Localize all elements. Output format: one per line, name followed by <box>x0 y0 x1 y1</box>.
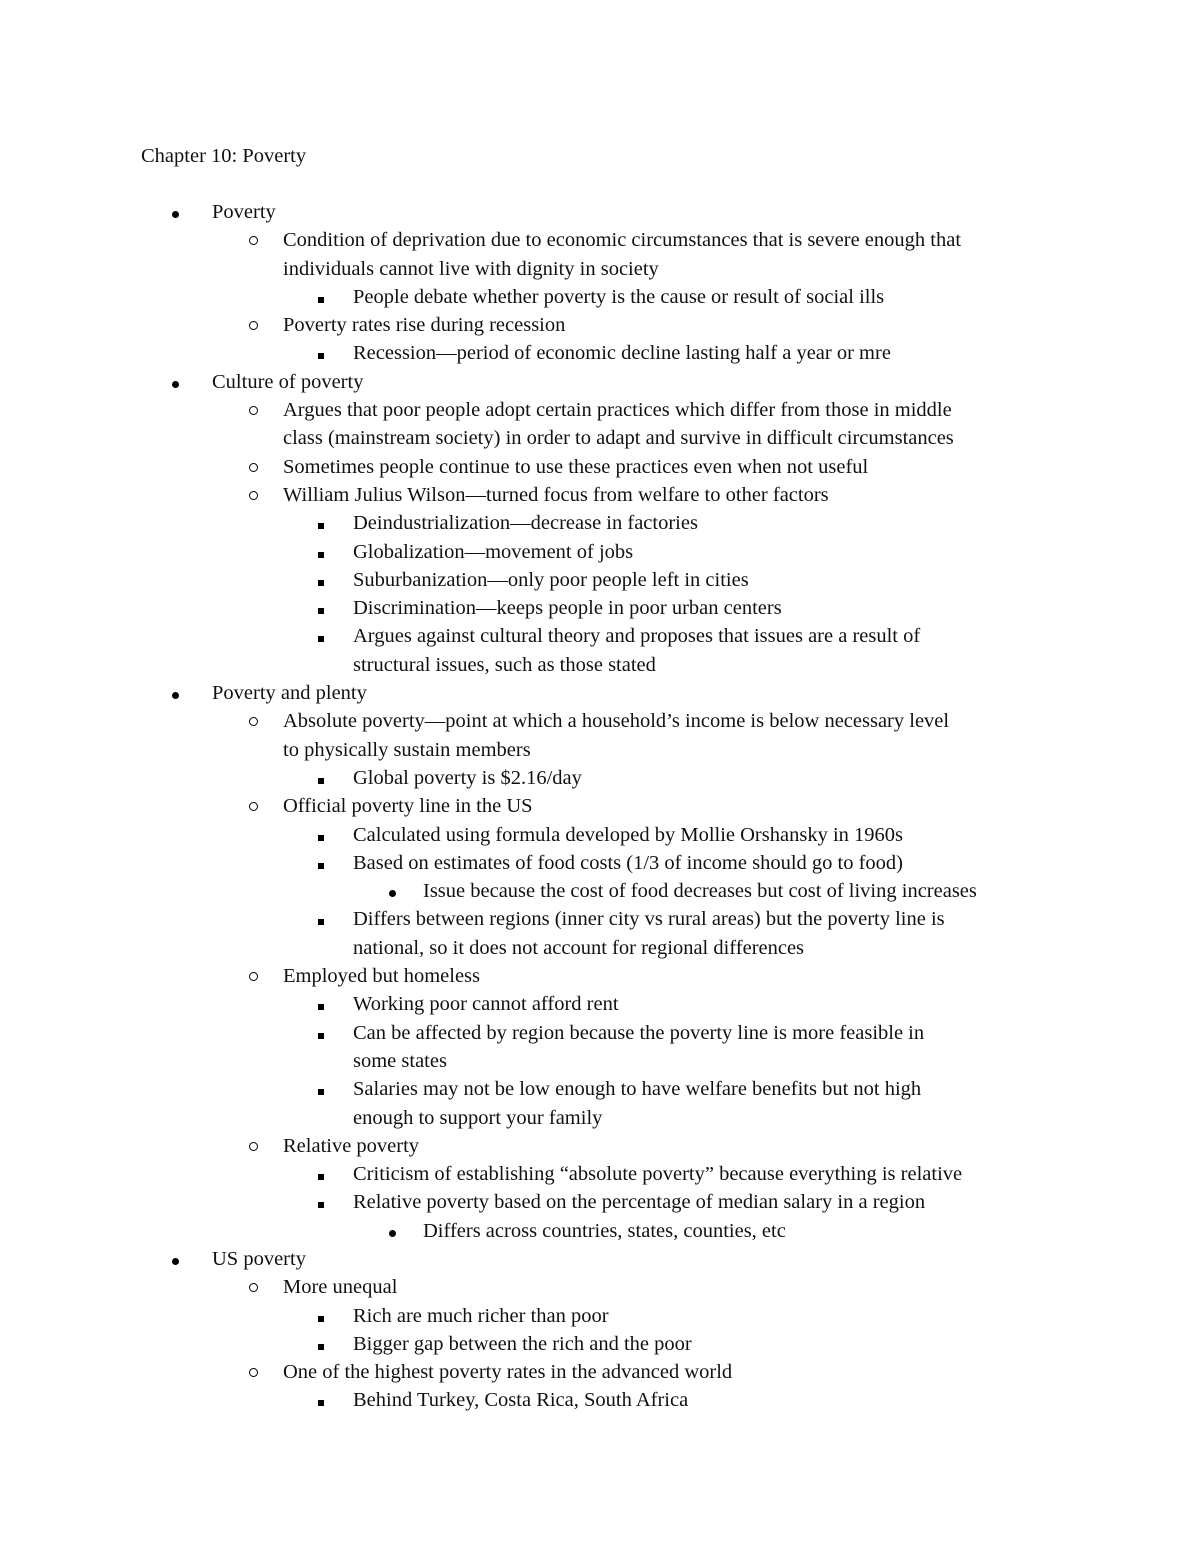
outline-item-level-3 <box>0 538 1200 566</box>
outline-item-level-2 <box>0 1132 1200 1160</box>
bullet-dot-icon <box>172 368 179 396</box>
outline-item-text: Rich are much richer than poor <box>353 1304 609 1327</box>
outline-item-text: Poverty and plenty <box>212 682 367 705</box>
bullet-square-icon <box>318 1330 324 1358</box>
outline-item-level-2 <box>0 311 1200 339</box>
outline-item-text: Employed but homeless <box>283 965 481 988</box>
bullet-dot-icon <box>172 1245 179 1273</box>
bullet-square-icon <box>318 905 324 933</box>
outline-item-level-2 <box>0 226 1200 254</box>
outline-item-level-3 <box>0 1330 1200 1358</box>
bullet-square-icon <box>318 283 324 311</box>
bullet-circle-icon <box>249 481 258 509</box>
outline-item-level-3 <box>0 934 1200 962</box>
outline-item-level-3 <box>0 1075 1200 1103</box>
bullet-square-icon <box>318 566 324 594</box>
outline-item-text: Poverty rates rise during recession <box>283 314 566 337</box>
outline-item-text: national, so it does not account for regional differences <box>353 936 805 959</box>
outline-item-level-2 <box>0 481 1200 509</box>
outline-item-text: Argues against cultural theory and proposes that issues are a result of <box>353 625 921 648</box>
bullet-square-icon <box>318 821 324 849</box>
outline-item-text: some states <box>353 1049 447 1072</box>
outline-item-text: Behind Turkey, Costa Rica, South Africa <box>353 1389 689 1412</box>
bullet-circle-icon <box>249 707 258 735</box>
outline-item-text: People debate whether poverty is the cause or result of social ills <box>353 285 885 308</box>
outline-item-text: William Julius Wilson—turned focus from welfare to other factors <box>283 483 829 506</box>
bullet-circle-icon <box>249 311 258 339</box>
outline-item-level-2 <box>0 736 1200 764</box>
bullet-square-icon <box>318 764 324 792</box>
bullet-square-icon <box>318 509 324 537</box>
outline-item-text: enough to support your family <box>353 1106 603 1129</box>
outline-item-text: More unequal <box>283 1276 398 1299</box>
outline-item-text: Official poverty line in the US <box>283 795 533 818</box>
bullet-circle-icon <box>249 1132 258 1160</box>
outline-item-text: to physically sustain members <box>283 738 531 761</box>
outline-item-text: Globalization—movement of jobs <box>353 540 634 563</box>
outline-item-text: Recession—period of economic decline lasting half a year or mre <box>353 342 891 365</box>
outline-item-level-3 <box>0 905 1200 933</box>
outline-item-text: Salaries may not be low enough to have welfare benefits but not high <box>353 1078 922 1101</box>
bullet-dot-icon <box>172 679 179 707</box>
outline-item-level-2 <box>0 396 1200 424</box>
bullet-dot-icon <box>389 877 396 905</box>
outline-item-text: Based on estimates of food costs (1/3 of income should go to food) <box>353 851 903 874</box>
outline-item-level-3 <box>0 1104 1200 1132</box>
bullet-square-icon <box>318 1188 324 1216</box>
bullet-circle-icon <box>249 396 258 424</box>
outline-item-text: Bigger gap between the rich and the poor <box>353 1332 692 1355</box>
outline-item-level-3 <box>0 1019 1200 1047</box>
bullet-square-icon <box>318 849 324 877</box>
outline-item-level-3 <box>0 651 1200 679</box>
outline-item-text: Condition of deprivation due to economic circumstances that is severe enough that <box>283 229 962 252</box>
bullet-square-icon <box>318 1019 324 1047</box>
outline-item-level-1 <box>0 679 1200 707</box>
bullet-circle-icon <box>249 453 258 481</box>
bullet-circle-icon <box>249 1273 258 1301</box>
outline-item-text: Differs across countries, states, counties, etc <box>423 1219 786 1242</box>
outline-item-text: Poverty <box>212 201 276 223</box>
outline-item-text: Differs between regions (inner city vs rural areas) but the poverty line is <box>353 908 945 931</box>
outline-item-level-4 <box>0 1217 1200 1245</box>
outline-item-text: Calculated using formula developed by Mollie Orshansky in 1960s <box>353 823 903 846</box>
outline-item-text: Culture of poverty <box>212 370 364 393</box>
outline-item-text: Absolute poverty—point at which a household’s income is below necessary level <box>283 710 950 733</box>
outline-item-text: Discrimination—keeps people in poor urban centers <box>353 597 782 620</box>
outline-item-level-3 <box>0 1386 1200 1414</box>
outline-item-level-2 <box>0 1358 1200 1386</box>
outline-item-level-3 <box>0 622 1200 650</box>
outline-item-level-2 <box>0 707 1200 735</box>
outline-item-text: Can be affected by region because the poverty line is more feasible in <box>353 1021 925 1044</box>
outline-list <box>0 198 1200 1415</box>
bullet-square-icon <box>318 538 324 566</box>
outline-item-text: Deindustrialization—decrease in factories <box>353 512 698 535</box>
outline-item-level-3 <box>0 283 1200 311</box>
bullet-square-icon <box>318 990 324 1018</box>
outline-item-text: Argues that poor people adopt certain practices which differ from those in middle <box>283 399 952 422</box>
bullet-square-icon <box>318 1160 324 1188</box>
outline-item-level-3 <box>0 849 1200 877</box>
bullet-dot-icon <box>389 1217 396 1245</box>
outline-item-level-2 <box>0 424 1200 452</box>
bullet-square-icon <box>318 622 324 650</box>
bullet-square-icon <box>318 1302 324 1330</box>
outline-item-level-2 <box>0 792 1200 820</box>
outline-item-level-3 <box>0 509 1200 537</box>
outline-item-text: Sometimes people continue to use these practices even when not useful <box>283 455 869 478</box>
bullet-square-icon <box>318 1075 324 1103</box>
outline-item-text: Working poor cannot afford rent <box>353 993 619 1016</box>
outline-item-text: Relative poverty <box>283 1134 420 1157</box>
outline-item-level-4 <box>0 877 1200 905</box>
outline-item-level-1 <box>0 198 1200 226</box>
outline-item-text: class (mainstream society) in order to adapt and survive in difficult circumstances <box>283 427 954 450</box>
outline-item-level-3 <box>0 990 1200 1018</box>
bullet-square-icon <box>318 594 324 622</box>
outline-item-text: individuals cannot live with dignity in society <box>283 257 659 280</box>
outline-item-level-3 <box>0 566 1200 594</box>
outline-item-text: One of the highest poverty rates in the advanced world <box>283 1361 733 1384</box>
outline-item-text: Issue because the cost of food decreases but cost of living increases <box>423 880 977 903</box>
outline-item-level-2 <box>0 453 1200 481</box>
bullet-circle-icon <box>249 792 258 820</box>
page-title: Chapter 10: Poverty <box>141 145 307 167</box>
outline-item-level-1 <box>0 368 1200 396</box>
outline-item-text: Relative poverty based on the percentage of median salary in a region <box>353 1191 926 1214</box>
outline-item-level-3 <box>0 339 1200 367</box>
outline-item-level-3 <box>0 1188 1200 1216</box>
outline-item-text: structural issues, such as those stated <box>353 653 656 676</box>
outline-item-level-2 <box>0 255 1200 283</box>
bullet-dot-icon <box>172 198 179 226</box>
bullet-square-icon <box>318 1386 324 1414</box>
outline-item-level-3 <box>0 764 1200 792</box>
bullet-circle-icon <box>249 1358 258 1386</box>
outline-item-level-1 <box>0 1245 1200 1273</box>
bullet-circle-icon <box>249 226 258 254</box>
outline-item-level-3 <box>0 821 1200 849</box>
outline-item-text: Global poverty is $2.16/day <box>353 766 582 789</box>
outline-item-level-3 <box>0 1047 1200 1075</box>
outline-item-text: US poverty <box>212 1247 306 1270</box>
outline-item-level-2 <box>0 1273 1200 1301</box>
bullet-circle-icon <box>249 962 258 990</box>
outline-item-level-3 <box>0 1302 1200 1330</box>
outline-item-level-3 <box>0 1160 1200 1188</box>
bullet-square-icon <box>318 339 324 367</box>
outline-item-level-3 <box>0 594 1200 622</box>
outline-item-text: Criticism of establishing “absolute poverty” because everything is relative <box>353 1163 963 1186</box>
outline-item-text: Suburbanization—only poor people left in cities <box>353 568 749 591</box>
outline-item-level-2 <box>0 962 1200 990</box>
